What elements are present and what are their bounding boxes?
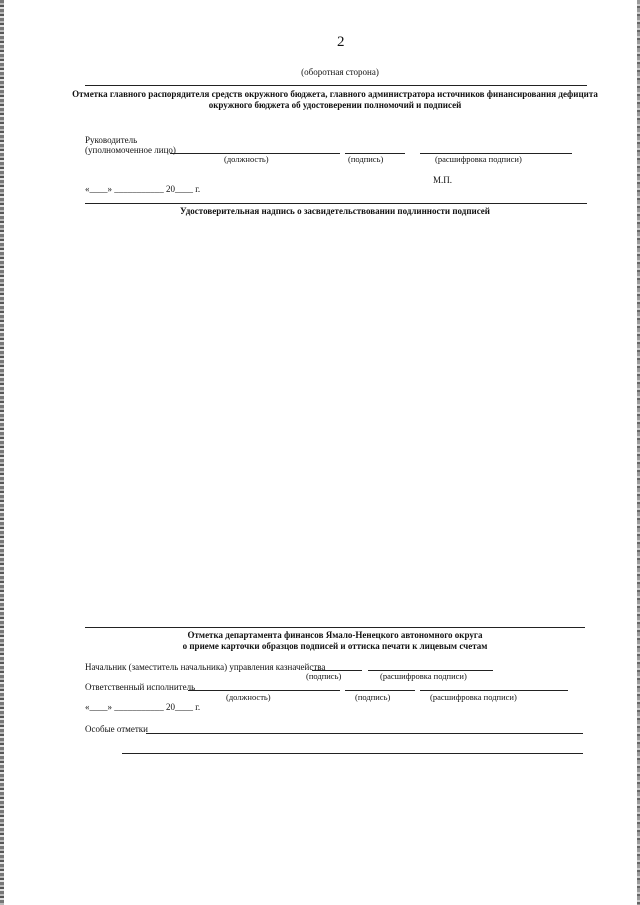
- section3-title-line1: Отметка департамента финансов Ямало-Ненецкого автономного округа: [187, 630, 483, 640]
- section2-top-rule: [85, 203, 587, 204]
- executor-caption-signature: (подпись): [355, 692, 391, 702]
- section2-title: Удостоверительная надпись о засвидетельствовании подлинности подписей: [180, 206, 490, 216]
- section3-date: «____» ___________ 20____ г.: [85, 702, 201, 712]
- section1-title-line2: окружного бюджета об удостоверении полномочий и подписей: [208, 100, 462, 110]
- executor-decoding-field[interactable]: [420, 690, 568, 691]
- chief-label: Начальник (заместитель начальника) управления казначейства: [85, 662, 326, 672]
- section1-top-rule: [85, 85, 587, 86]
- scan-edge-left: [0, 0, 4, 905]
- executor-signature-field[interactable]: [345, 690, 415, 691]
- caption-decoding: (расшифровка подписи): [435, 154, 522, 164]
- page-number: 2: [337, 34, 345, 50]
- notes-field[interactable]: [146, 733, 583, 734]
- notes-label: Особые отметки: [85, 724, 148, 734]
- caption-position: (должность): [224, 154, 269, 164]
- stamp-label: М.П.: [433, 175, 453, 185]
- section1-title-line1: Отметка главного распорядителя средств окружного бюджета, главного администратора источников финансирования дефицита: [72, 89, 598, 99]
- chief-caption-signature: (подпись): [306, 671, 342, 681]
- section3-title-line2: о приеме карточки образцов подписей и оттиска печати к лицевым счетам: [182, 641, 488, 651]
- chief-caption-decoding: (расшифровка подписи): [380, 671, 467, 681]
- executor-caption-decoding: (расшифровка подписи): [430, 692, 517, 702]
- executor-caption-position: (должность): [226, 692, 271, 702]
- section3-top-rule: [85, 627, 585, 628]
- section1-date: «____» ___________ 20____ г.: [85, 184, 201, 194]
- executor-label: Ответственный исполнитель: [85, 682, 196, 692]
- caption-signature: (подпись): [348, 154, 384, 164]
- head-label: Руководитель: [85, 135, 138, 145]
- executor-position-field[interactable]: [188, 690, 340, 691]
- notes-field-second-line[interactable]: [122, 753, 583, 754]
- side-label: (оборотная сторона): [301, 67, 379, 77]
- head-sublabel: (уполномоченное лицо): [85, 145, 176, 155]
